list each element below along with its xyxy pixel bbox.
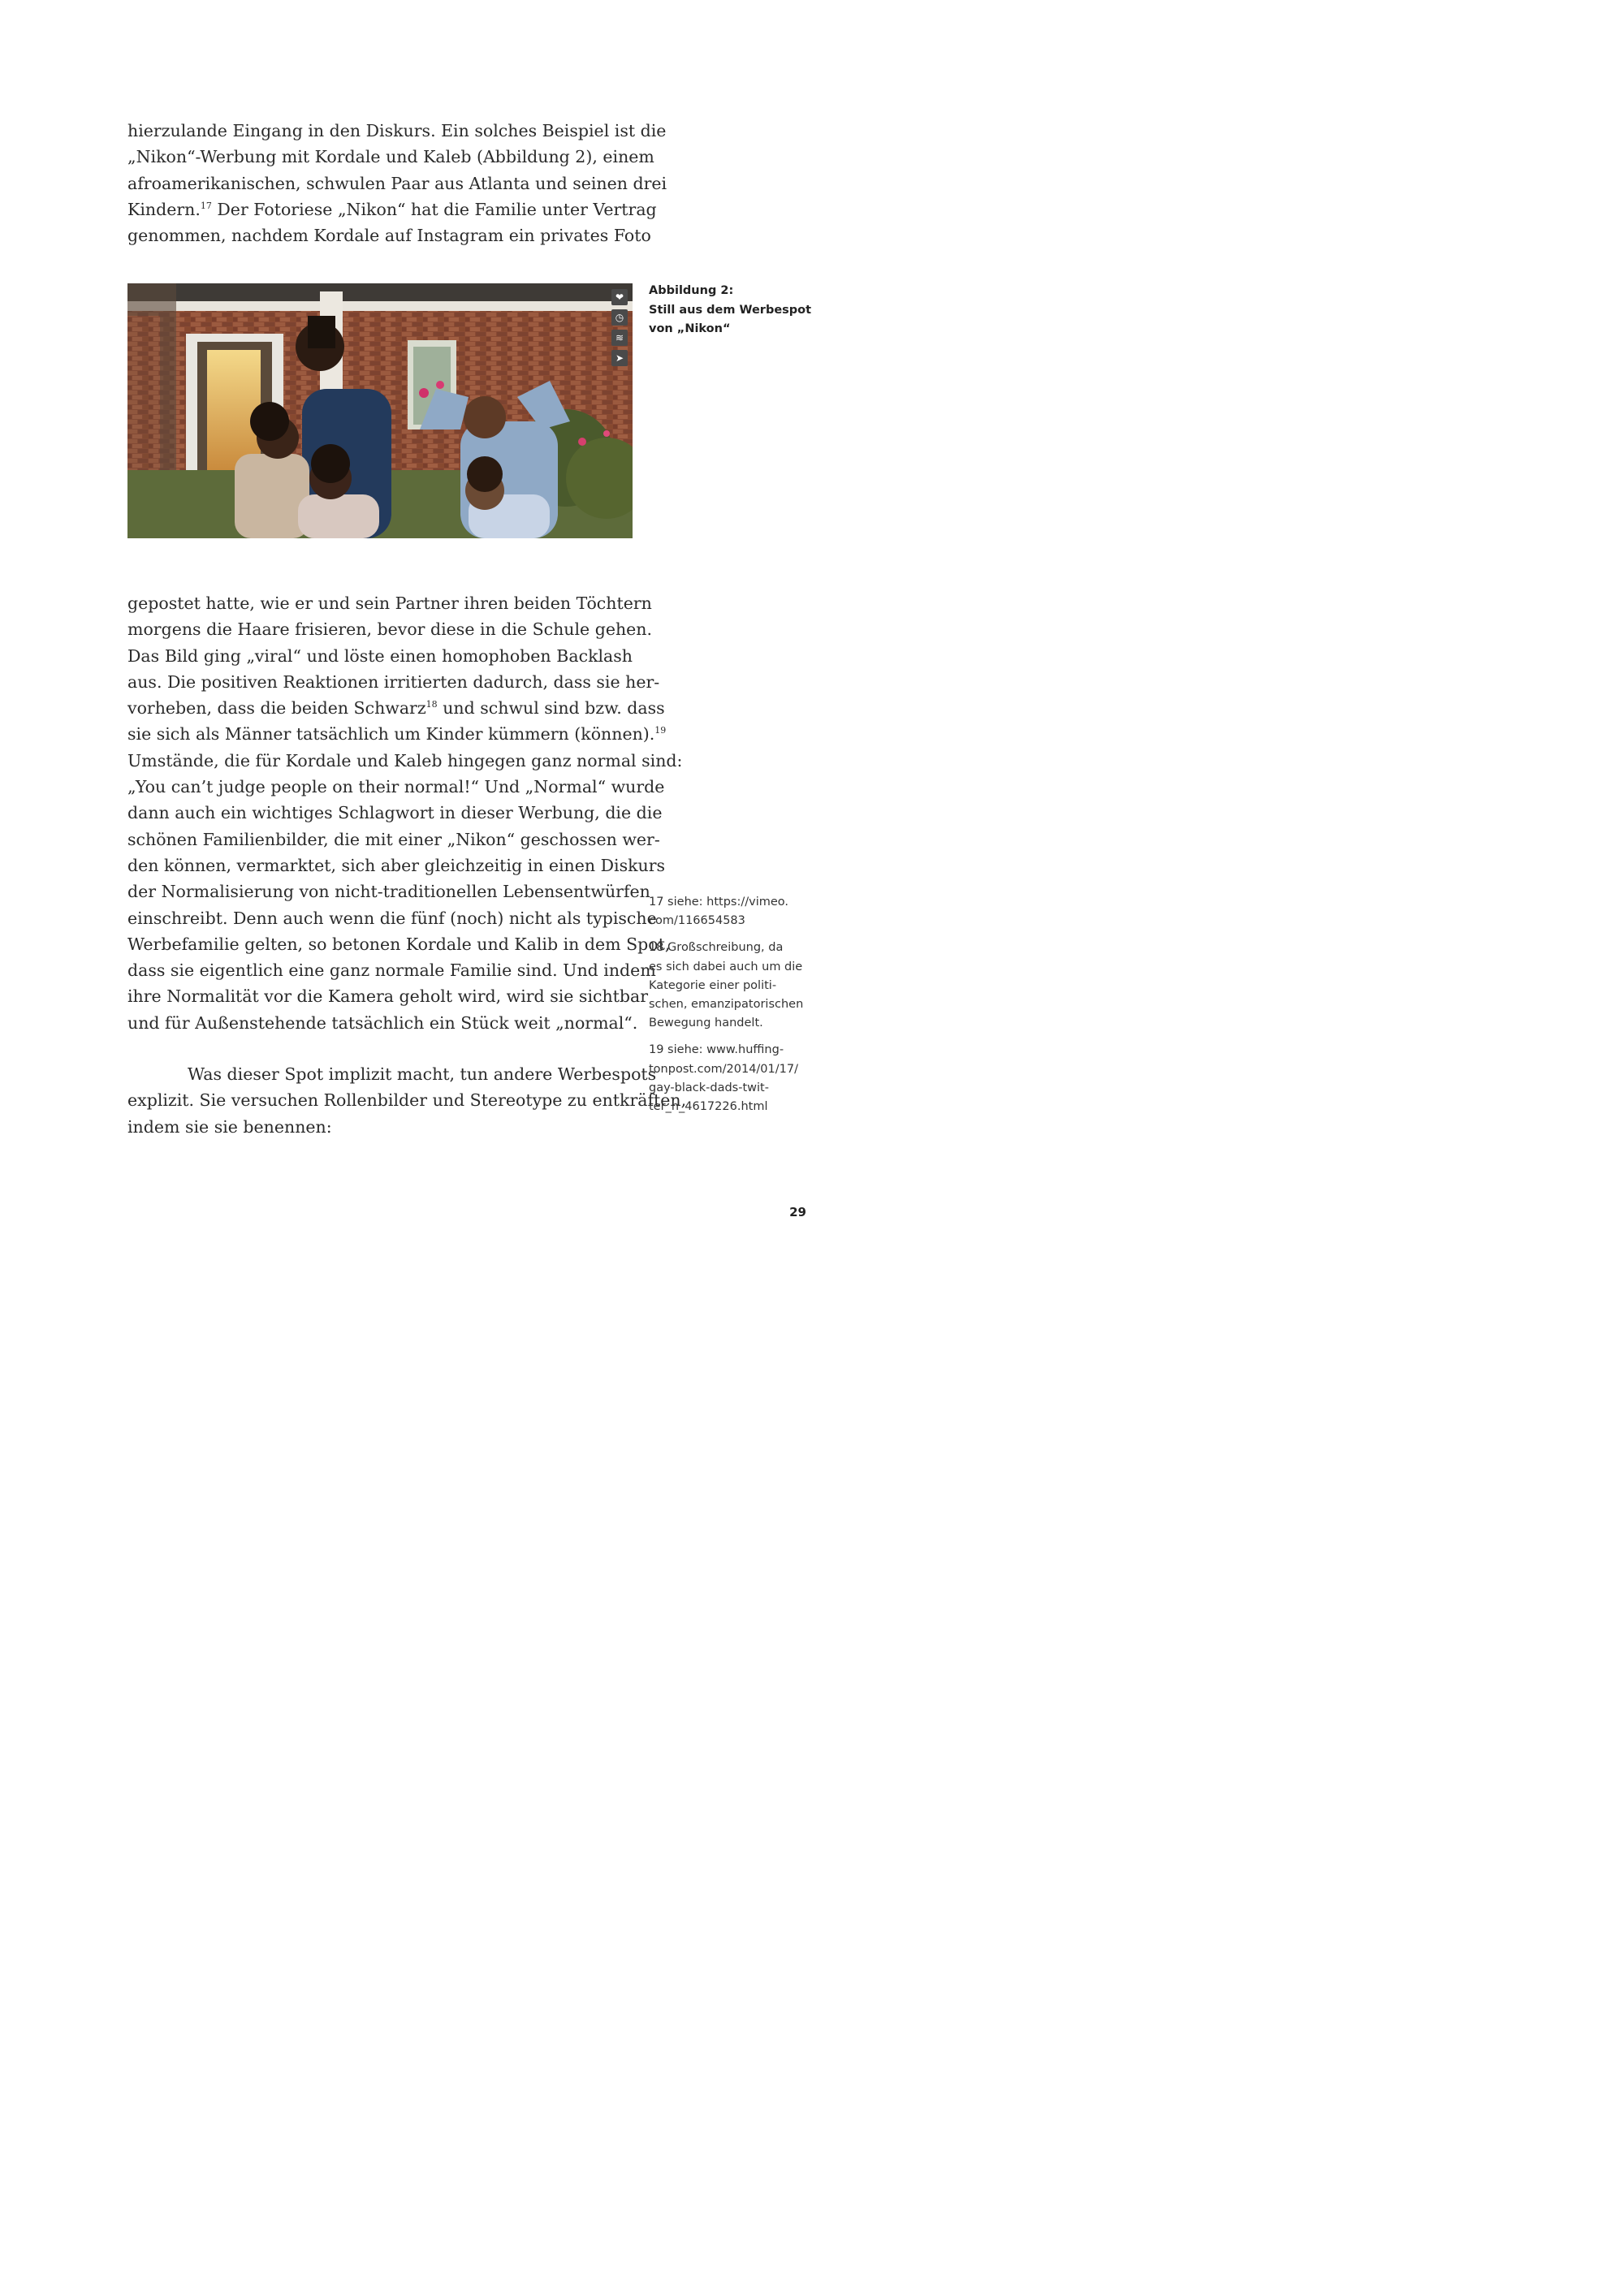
caption-line: von „Nikon“: [649, 322, 731, 335]
text-line: dass sie eigentlich eine ganz normale Familie sind. Und indem: [127, 960, 656, 981]
text-line: indem sie sie benennen:: [127, 1116, 332, 1137]
text-line: dann auch ein wichtiges Schlagwort in dieser Werbung, die die: [127, 803, 663, 823]
footnote-line: 18 Großschreibung, da: [649, 941, 784, 955]
text-segment: vorheben, dass die beiden Schwarz: [127, 698, 426, 719]
text-line: der Normalisierung von nicht-traditionellen Lebensentwürfen: [127, 882, 650, 902]
text-segment: sie sich als Männer tatsächlich um Kinder kümmern (können).: [127, 724, 655, 745]
caption-line: Abbildung 2:: [649, 284, 734, 297]
text-line: gepostet hatte, wie er und sein Partner ihren beiden Töchtern: [127, 594, 652, 613]
text-line: Werbefamilie gelten, so betonen Kordale und Kalib in dem Spot,: [127, 934, 671, 954]
footnote-line[interactable]: ter_n_4617226.html: [649, 1100, 768, 1114]
text-line: hierzulande Eingang in den Diskurs. Ein solches Beispiel ist die: [127, 121, 667, 140]
photo-share-toolbar: [611, 289, 628, 366]
layers-icon[interactable]: ≋: [611, 330, 628, 346]
text-segment: Der Fotoriese „Nikon“ hat die Familie unter Vertrag: [211, 199, 657, 219]
footnote-line: Bewegung handelt.: [649, 1017, 763, 1030]
footnote-line[interactable]: 19 siehe: www.huffing-: [649, 1043, 784, 1057]
text-line: einschreibt. Denn auch wenn die fünf (noch) nicht als typische: [127, 908, 657, 928]
text-line: „Nikon“-Werbung mit Kordale und Kaleb (Abbildung 2), einem: [127, 147, 654, 167]
text-line: und für Außenstehende tatsächlich ein Stück weit „normal“.: [127, 1012, 638, 1033]
footnote-17: [649, 893, 836, 930]
page-number: 29: [789, 1205, 806, 1219]
footnote-line: schen, emanzipatorischen: [649, 998, 804, 1012]
text-line: Umstände, die für Kordale und Kaleb hingegen ganz normal sind:: [127, 750, 683, 770]
body-paragraph-1: [127, 118, 667, 248]
text-segment: und schwul sind bzw. dass: [437, 698, 665, 719]
text-line: „You can’t judge people on their normal!“ Und „Normal“ wurde: [127, 777, 665, 797]
heart-icon[interactable]: ❤: [611, 289, 628, 305]
send-icon[interactable]: ➤: [611, 350, 628, 366]
footnote-18: [649, 939, 836, 1033]
text-line: explizit. Sie versuchen Rollenbilder und Stereotype zu entkräften,: [127, 1090, 687, 1111]
figure-caption: [649, 282, 844, 339]
text-line: den können, vermarktet, sich aber gleichzeitig in einen Diskurs: [127, 855, 666, 875]
text-line: afroamerikanischen, schwulen Paar aus Atlanta und seinen drei: [127, 173, 667, 193]
text-line: ihre Normalität vor die Kamera geholt wird, wird sie sichtbar: [127, 986, 649, 1007]
footnote-line[interactable]: gay-black-dads-twit-: [649, 1081, 769, 1094]
footnote-19: [649, 1041, 836, 1116]
footnote-ref[interactable]: 19: [654, 725, 667, 736]
text-line: [127, 721, 667, 747]
footnote-line[interactable]: com/116654583: [649, 914, 745, 928]
body-paragraph-3: [127, 1061, 687, 1140]
footnote-ref[interactable]: 18: [425, 699, 438, 710]
text-line: morgens die Haare frisieren, bevor diese in die Schule gehen.: [127, 619, 653, 640]
family-photo-illustration: [127, 283, 633, 538]
footnote-ref[interactable]: 17: [200, 200, 212, 211]
footnote-line: Kategorie einer politi-: [649, 978, 777, 992]
clock-icon[interactable]: ◷: [611, 309, 628, 326]
text-line: schönen Familienbilder, die mit einer „Nikon“ geschossen wer-: [127, 829, 660, 849]
text-line: Was dieser Spot implizit macht, tun andere Werbespots: [188, 1064, 657, 1084]
text-line: genommen, nachdem Kordale auf Instagram ein privates Foto: [127, 226, 651, 246]
text-line: aus. Die positiven Reaktionen irritierten dadurch, dass sie her-: [127, 671, 660, 692]
text-line: Das Bild ging „viral“ und löste einen homophoben Backlash: [127, 645, 633, 666]
footnote-line: 17 siehe: https://vimeo.: [649, 896, 789, 909]
body-paragraph-2: [127, 590, 683, 1036]
caption-line: Still aus dem Werbespot: [649, 303, 812, 317]
text-segment: Kindern.: [127, 199, 201, 219]
text-line: [127, 695, 665, 721]
footnotes: [649, 893, 836, 1124]
family-photo: [127, 283, 633, 538]
footnote-line: es sich dabei auch um die: [649, 960, 803, 973]
text-line: [127, 196, 657, 222]
footnote-line[interactable]: tonpost.com/2014/01/17/: [649, 1062, 798, 1076]
